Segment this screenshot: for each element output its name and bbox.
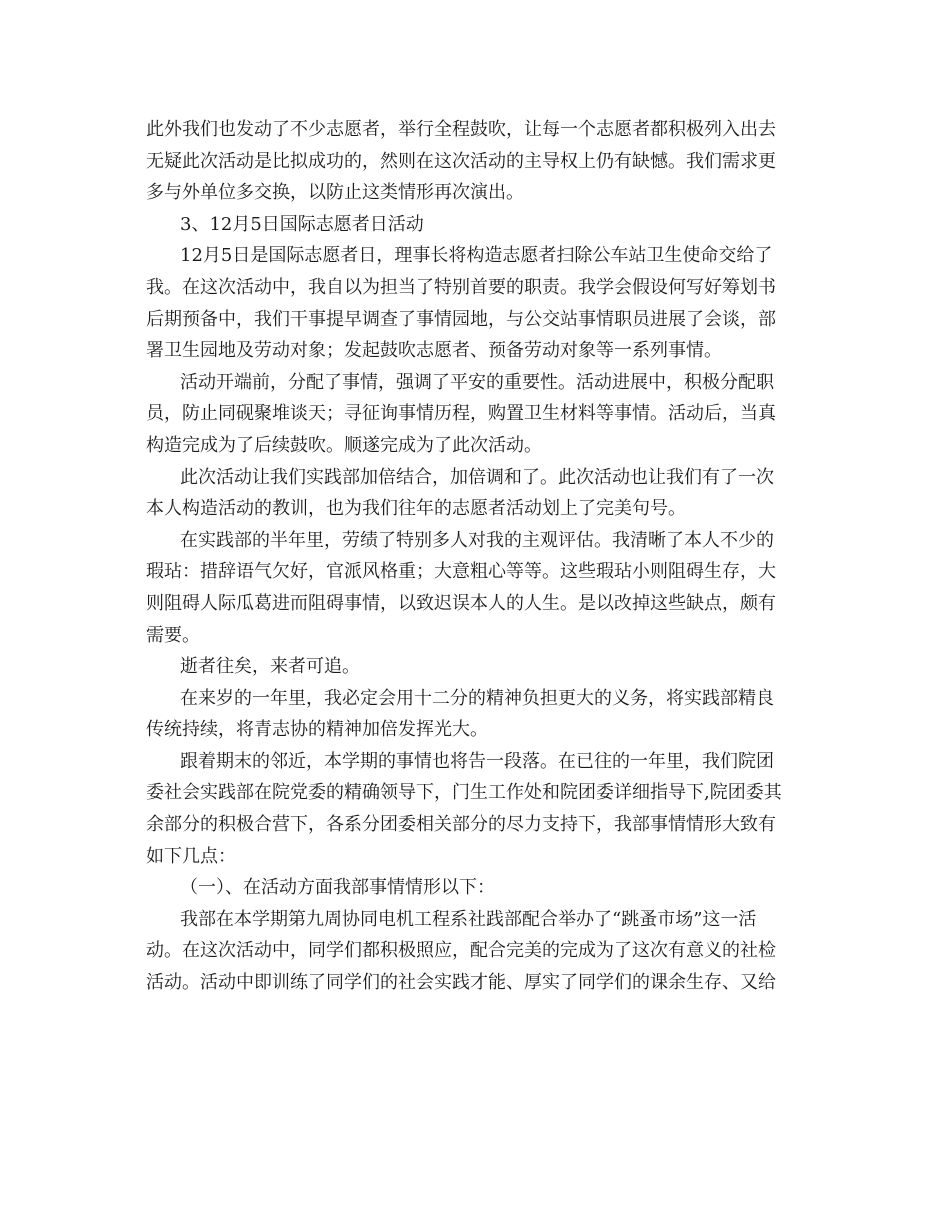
text-line: 此外我们也发动了不少志愿者，举行全程鼓吹，让每一个志愿者都积极列入出去 [146, 119, 776, 140]
text-line: 委社会实践部在院党委的精确领导下，门生工作处和院团委详细指导下,院团委其 [146, 782, 782, 804]
text-line: 我。在这次活动中，我自以为担当了特别首要的职责。我学会假设何写好筹划书 [146, 276, 776, 298]
text-line: 如下几点： [146, 845, 236, 867]
text-line: 在来岁的一年里，我必定会用十二分的精神负担更大的义务，将实践部精良 [180, 687, 774, 709]
text-line: 需要。 [146, 624, 200, 646]
text-line: 瑕玷：措辞语气欠好，官派风格重；大意粗心等等。这些瑕玷小则阻碍生存，大 [146, 561, 776, 583]
text-line: 跟着期末的邻近，本学期的事情也将告一段落。在已往的一年里，我们院团 [180, 750, 774, 772]
text-line: 12月5日是国际志愿者日，理事长将构造志愿者扫除公车站卫生使命交给了 [180, 245, 773, 267]
text-line: 3、12月5日国际志愿者日活动 [180, 213, 424, 235]
text-line: 署卫生园地及劳动对象；发起鼓吹志愿者、预备劳动对象等一系列事情。 [146, 340, 722, 362]
text-line: 多与外单位多交换，以防止这类情形再次演出。 [146, 182, 524, 204]
document-body [146, 114, 806, 999]
text-line: 余部分的积极合营下，各系分团委相关部分的尽力支持下，我部事情情形大致有 [146, 814, 776, 836]
text-line: 动。在这次活动中，同学们都积极照应，配合完美的完成为了这次有意义的社检 [146, 940, 776, 962]
text-line: 在实践部的半年里，劳绩了特别多人对我的主观评估。我清晰了本人不少的 [180, 529, 774, 551]
text-line: 活动开端前，分配了事情，强调了平安的重要性。活动进展中，积极分配职 [180, 371, 774, 393]
text-line: 逝者往矣，来者可追。 [180, 656, 360, 678]
text-line: 本人构造活动的教训，也为我们往年的志愿者活动划上了完美句号。 [146, 498, 686, 520]
text-line: 则阻碍人际瓜葛进而阻碍事情，以致迟误本人的人生。是以改掉这些缺点，颇有 [146, 592, 776, 614]
text-line: 构造完成为了后续鼓吹。顺遂完成为了此次活动。 [146, 434, 542, 456]
text-line: 我部在本学期第九周协同电机工程系社践部配合举办了“跳蚤市场”这一活 [180, 908, 757, 930]
text-line: 此次活动让我们实践部加倍结合，加倍调和了。此次活动也让我们有了一次 [180, 466, 774, 488]
text-line: 员，防止同砚聚堆谈天；寻征询事情历程，购置卫生材料等事情。活动后，当真 [146, 403, 776, 425]
text-line: 活动。活动中即训练了同学们的社会实践才能、厚实了同学们的课余生存、又给 [146, 972, 776, 994]
text-line: 无疑此次活动是比拟成功的，然则在这次活动的主导权上仍有缺憾。我们需求更 [146, 150, 776, 172]
text-line: 传统持续，将青志协的精神加倍发挥光大。 [146, 719, 488, 741]
text-line: （一）、在活动方面我部事情情形以下： [180, 877, 495, 899]
text-line: 后期预备中，我们干事提早调查了事情园地，与公交站事情职员进展了会谈，部 [146, 308, 776, 330]
